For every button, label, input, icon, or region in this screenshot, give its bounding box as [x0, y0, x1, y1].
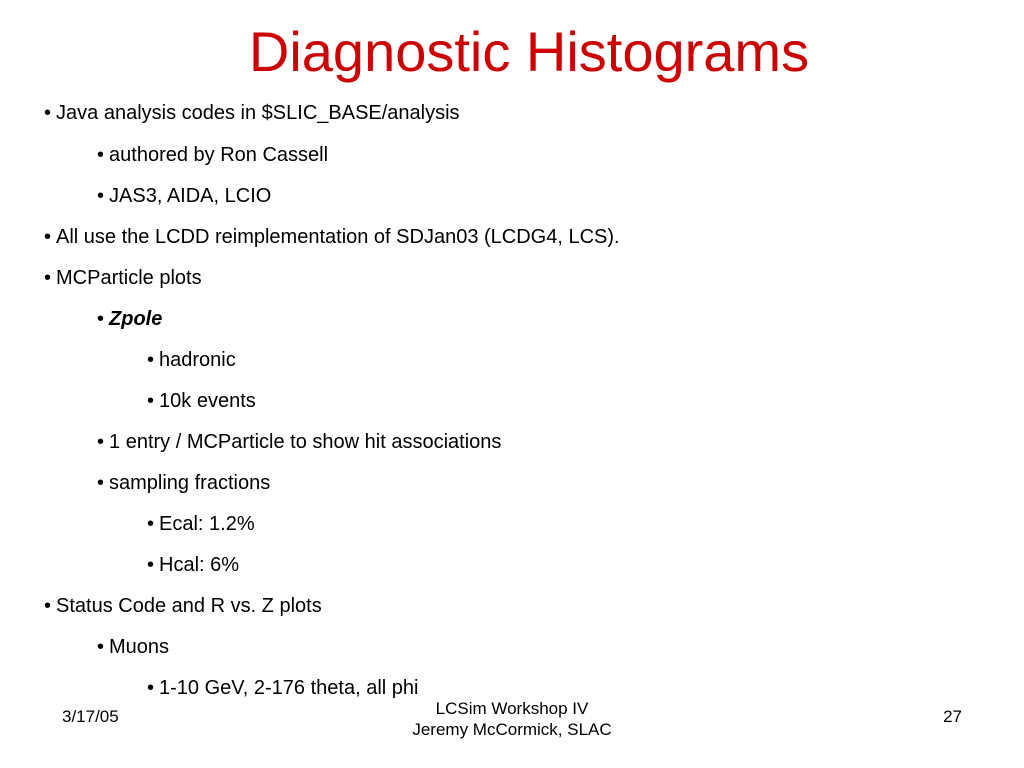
bullet-marker: •	[147, 513, 155, 535]
bullet-item	[44, 225, 620, 249]
bullet-marker: •	[97, 144, 105, 166]
bullet-text: hadronic	[159, 349, 236, 371]
bullet-item	[97, 430, 501, 454]
bullet-marker: •	[44, 267, 52, 289]
bullet-marker: •	[97, 636, 105, 658]
slide-title: Diagnostic Histograms	[248, 20, 810, 83]
footer-workshop: LCSim Workshop IV	[435, 699, 589, 718]
bullet-text: All use the LCDD reimplementation of SDJan03 (LCDG4, LCS).	[56, 226, 620, 248]
footer-author: Jeremy McCormick, SLAC	[412, 720, 612, 739]
bullet-marker: •	[97, 472, 105, 494]
bullet-text: Java analysis codes in $SLIC_BASE/analysis	[56, 102, 460, 124]
bullet-item	[147, 676, 418, 700]
bullet-marker: •	[97, 308, 105, 330]
bullet-text: 1-10 GeV, 2-176 theta, all phi	[159, 677, 419, 699]
bullet-text: Ecal: 1.2%	[159, 513, 255, 535]
bullet-marker: •	[44, 595, 52, 617]
bullet-text-emphasis: Zpole	[109, 308, 163, 330]
bullet-marker: •	[44, 226, 52, 248]
bullet-item	[44, 266, 202, 290]
bullet-marker: •	[147, 390, 155, 412]
bullet-text: 1 entry / MCParticle to show hit associations	[109, 431, 502, 453]
bullet-text: sampling fractions	[109, 472, 271, 494]
bullet-item	[97, 635, 169, 659]
bullet-item	[44, 101, 460, 125]
bullet-item	[147, 512, 255, 536]
page-number: 27	[943, 707, 962, 726]
bullet-text: authored by Ron Cassell	[109, 144, 329, 166]
bullet-item	[97, 143, 328, 167]
bullet-marker: •	[147, 677, 155, 699]
bullet-item	[44, 594, 322, 618]
bullet-item	[147, 348, 236, 372]
bullet-item	[147, 389, 256, 413]
bullet-text: MCParticle plots	[56, 267, 202, 289]
bullet-marker: •	[147, 349, 155, 371]
bullet-text: 10k events	[159, 390, 256, 412]
footer-date: 3/17/05	[62, 707, 119, 726]
footer-center	[362, 698, 662, 740]
bullet-item	[97, 307, 162, 331]
bullet-item	[97, 471, 270, 495]
bullet-item	[147, 553, 239, 577]
bullet-marker: •	[147, 554, 155, 576]
bullet-marker: •	[97, 431, 105, 453]
bullet-text: Status Code and R vs. Z plots	[56, 595, 322, 617]
bullet-text: JAS3, AIDA, LCIO	[109, 185, 272, 207]
bullet-item	[97, 184, 271, 208]
bullet-marker: •	[97, 185, 105, 207]
bullet-marker: •	[44, 102, 52, 124]
bullet-text: Hcal: 6%	[159, 554, 240, 576]
bullet-text: Muons	[109, 636, 170, 658]
